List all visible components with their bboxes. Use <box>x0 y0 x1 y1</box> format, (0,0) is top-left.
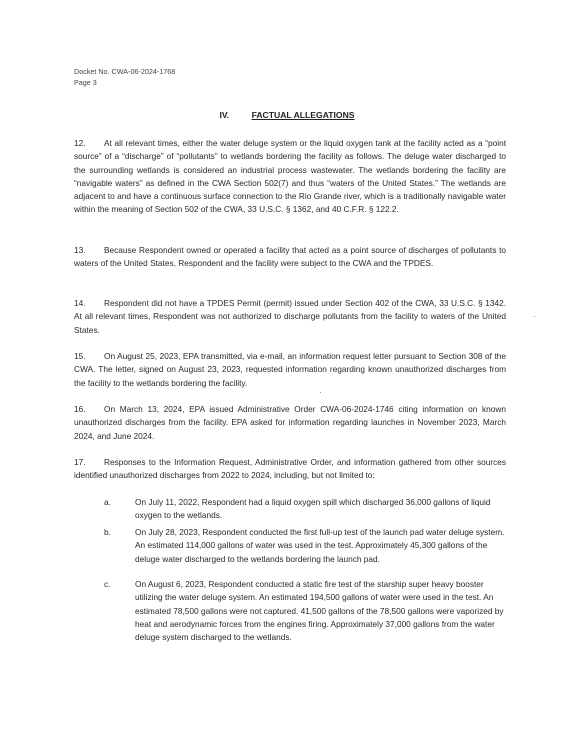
paragraph-17 <box>74 456 506 483</box>
scan-speck <box>534 316 535 317</box>
docket-number: Docket No. CWA-06-2024-1768 <box>74 67 176 76</box>
paragraph-number: 15. <box>74 351 86 361</box>
page-number: Page 3 <box>74 77 97 87</box>
list-item-letter: b. <box>104 527 111 537</box>
section-title: FACTUAL ALLEGATIONS <box>251 110 355 120</box>
list-item-a <box>104 496 507 523</box>
section-number: IV. <box>219 110 230 120</box>
paragraph-number: 12. <box>74 138 86 148</box>
paragraph-12 <box>74 137 506 217</box>
paragraph-text: Respondent did not have a TPDES Permit (permit) issued under Section 402 of the CWA, 33 U.S.C. § 1342. At all relevant times, Respondent was not authorized to discharge pollutants from the facility to waters of the United States. <box>74 298 506 335</box>
list-item-text: On July 28, 2023, Respondent conducted the first full-up test of the launch pad water deluge system. An estimated 114,000 gallons of water was used in the test. Approximately 45,300 gallons of the deluge water discharged to the wetlands bordering the launch pad. <box>135 527 505 564</box>
list-item-c <box>104 578 507 644</box>
paragraph-text: At all relevant times, either the water deluge system or the liquid oxygen tank at the facility acted as a “point source” of a “discharge” of “pollutants” to wetlands bordering the facility as follows. The deluge water discharged to the surrounding wetlands is considered an industrial process wastewater. The wetlands bordering the facility are “navigable waters” as defined in the CWA Section 502(7) and thus “waters of the United States.” The wetlands are adjacent to and have a continuous surface connection to the Rio Grande river, which is a traditionally navigable water within the meaning of Section 502 of the CWA, 33 U.S.C. § 1362, and 40 C.F.R. § 122.2. <box>74 138 506 215</box>
paragraph-text: On March 13, 2024, EPA issued Administrative Order CWA-06-2024-1746 citing information on known unauthorized discharges from the facility. EPA asked for information regarding launches in November 2023, March 2024, and June 2024. <box>74 404 506 441</box>
paragraph-16 <box>74 403 506 443</box>
paragraph-number: 14. <box>74 298 86 308</box>
list-item-letter: a. <box>104 497 111 507</box>
section-heading <box>74 110 500 120</box>
scan-speck <box>320 392 321 393</box>
paragraph-number: 13. <box>74 245 86 255</box>
list-item-b <box>104 526 507 566</box>
paragraph-13 <box>74 244 506 271</box>
paragraph-14 <box>74 297 506 337</box>
list-item-text: On August 6, 2023, Respondent conducted a static fire test of the starship super heavy booster utilizing the water deluge system. An estimated 194,500 gallons of water were used in the test. An estimated 78,500 gallons were not captured. 41,500 gallons of the 78,500 gallons were vaporized by heat and aerodynamic forces from the engines firing. Approximately 37,000 gallons from the water deluge system discharged to the wetlands. <box>135 579 504 643</box>
paragraph-number: 17. <box>74 457 86 467</box>
paragraph-text: Because Respondent owned or operated a facility that acted as a point source of discharges of pollutants to waters of the United States, Respondent and the facility were subject to the CWA and the TPDES. <box>74 245 506 269</box>
list-item-text: On July 11, 2022, Respondent had a liquid oxygen spill which discharged 36,000 gallons of liquid oxygen to the wetlands. <box>135 497 491 521</box>
paragraph-number: 16. <box>74 404 86 414</box>
paragraph-text: On August 25, 2023, EPA transmitted, via e-mail, an information request letter pursuant to Section 308 of the CWA. The letter, signed on August 23, 2023, requested information regarding known unauthorized discharges from the facility to the wetlands bordering the facility. <box>74 351 506 388</box>
list-item-letter: c. <box>104 579 111 589</box>
paragraph-15 <box>74 350 506 390</box>
paragraph-text: Responses to the Information Request, Administrative Order, and information gathered from other sources identified unauthorized discharges from 2022 to 2024, including, but not limited to: <box>74 457 506 481</box>
page-header <box>74 67 175 88</box>
